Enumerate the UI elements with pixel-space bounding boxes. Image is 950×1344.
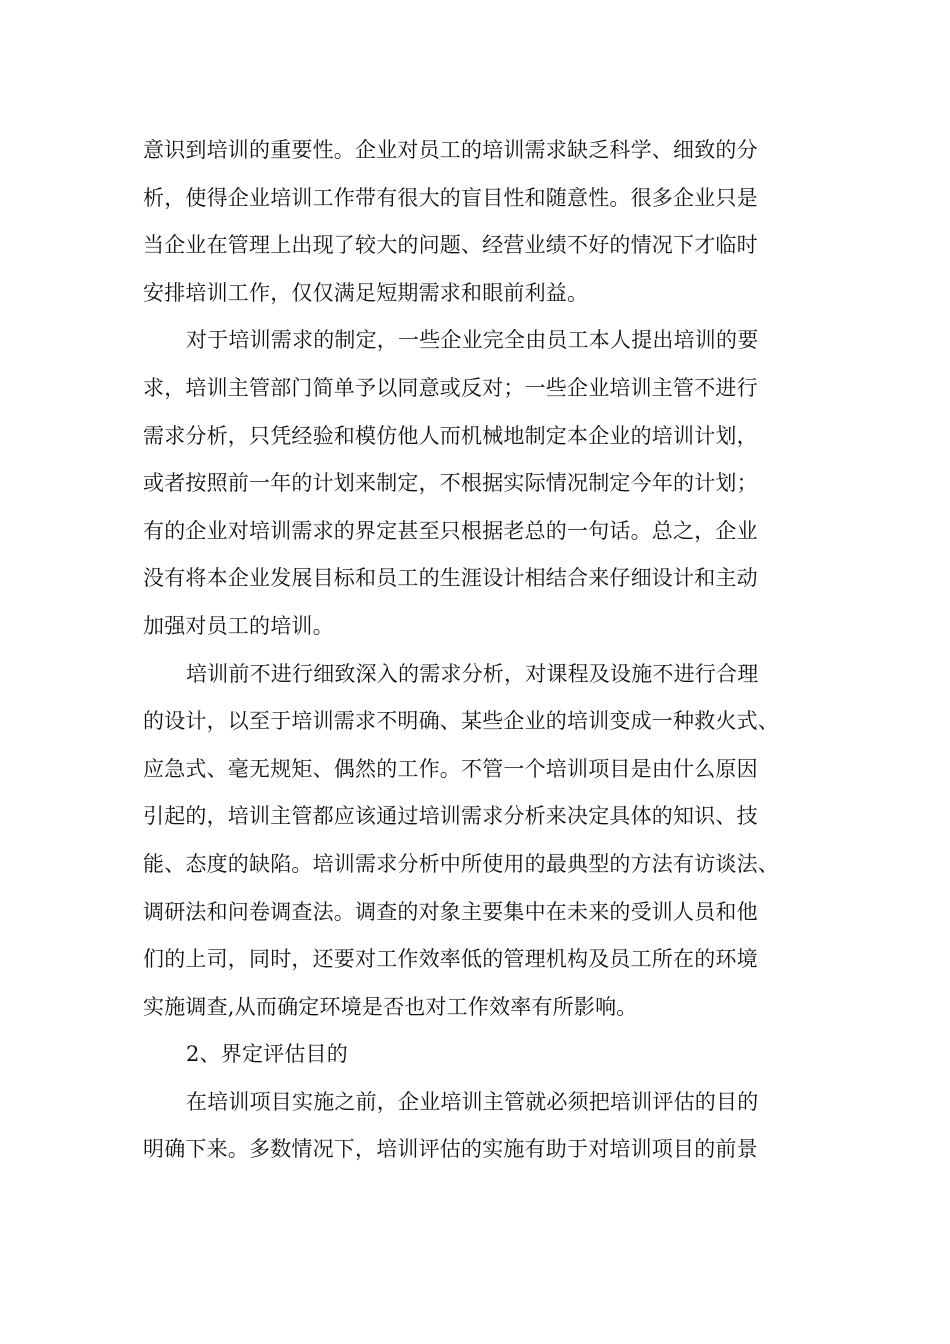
text-line: 加强对员工的培训。 bbox=[143, 613, 334, 638]
text-line: 们的上司，同时，还要对工作效率低的管理机构及员工所在的环境 bbox=[143, 947, 758, 972]
text-line: 实施调查,从而确定环境是否也对工作效率有所影响。 bbox=[143, 994, 638, 1019]
text-line: 能、态度的缺陷。培训需求分析中所使用的最典型的方法有访谈法、 bbox=[143, 851, 779, 876]
text-line: 析，使得企业培训工作带有很大的盲目性和随意性。很多企业只是 bbox=[143, 185, 758, 210]
text-line: 应急式、毫无规矩、偶然的工作。不管一个培训项目是由什么原因 bbox=[143, 756, 758, 781]
text-line: 意识到培训的重要性。企业对员工的培训需求缺乏科学、细致的分 bbox=[143, 138, 758, 162]
text-line: 培训前不进行细致深入的需求分析，对课程及设施不进行合理 bbox=[186, 661, 759, 686]
text-line: 调研法和问卷调查法。调查的对象主要集中在未来的受训人员和他 bbox=[143, 899, 758, 924]
text-line: 在培训项目实施之前，企业培训主管就必须把培训评估的目的 bbox=[186, 1089, 759, 1114]
body-text bbox=[143, 127, 833, 1174]
text-line: 或者按照前一年的计划来制定，不根据实际情况制定今年的计划； bbox=[143, 471, 758, 496]
text-line: 对于培训需求的制定，一些企业完全由员工本人提出培训的要 bbox=[186, 328, 759, 353]
text-line: 的设计，以至于培训需求不明确、某些企业的培训变成一种救火式、 bbox=[143, 709, 779, 734]
text-line: 有的企业对培训需求的界定甚至只根据老总的一句话。总之，企业 bbox=[143, 518, 758, 543]
text-line: 当企业在管理上出现了较大的问题、经营业绩不好的情况下才临时 bbox=[143, 233, 758, 258]
text-line: 明确下来。多数情况下，培训评估的实施有助于对培训项目的前景 bbox=[143, 1137, 758, 1162]
text-line: 需求分析，只凭经验和模仿他人而机械地制定本企业的培训计划， bbox=[143, 423, 758, 448]
text-line: 安排培训工作，仅仅满足短期需求和眼前利益。 bbox=[143, 280, 589, 305]
text-line: 没有将本企业发展目标和员工的生涯设计相结合来仔细设计和主动 bbox=[143, 566, 758, 591]
text-line: 引起的，培训主管都应该通过培训需求分析来决定具体的知识、技 bbox=[143, 804, 758, 829]
section-heading: 2、界定评估目的 bbox=[186, 1042, 348, 1067]
text-line: 求，培训主管部门简单予以同意或反对；一些企业培训主管不进行 bbox=[143, 375, 758, 400]
